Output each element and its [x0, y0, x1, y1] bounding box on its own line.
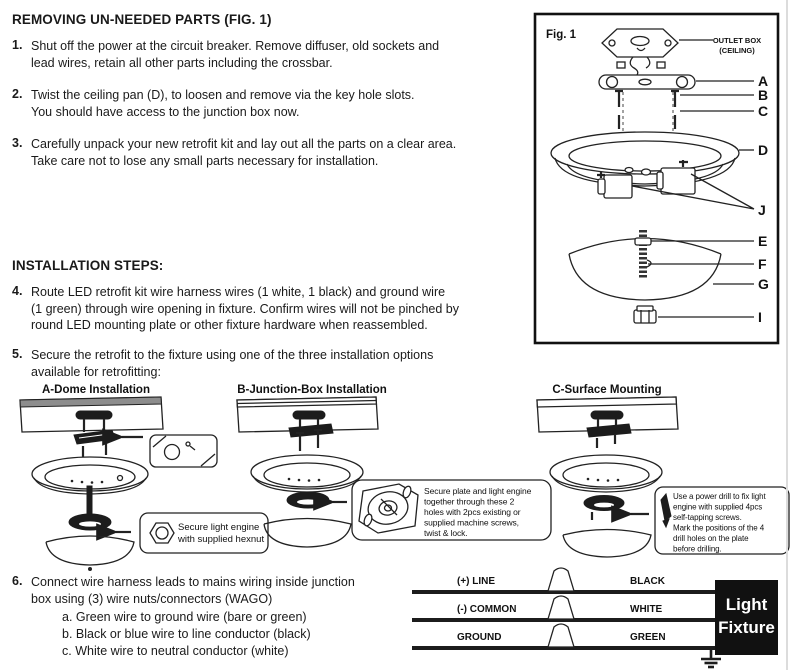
step-number: 6.: [12, 574, 23, 588]
callout-c-line1: Use a power drill to fix light: [673, 492, 766, 501]
step-number: 4.: [12, 284, 23, 298]
page-edge-shadow: [786, 0, 788, 670]
step6-sub-b: b. Black or blue wire to line conductor (black): [62, 627, 311, 641]
fig1-exploded-diagram: [533, 12, 782, 346]
step-text-line: Take care not to lose any small parts necessary for installation.: [31, 153, 379, 168]
wire-nut-icons: [548, 568, 574, 647]
callout-c-line2: engine with supplied 4pcs: [673, 502, 763, 512]
step-text-line: Twist the ceiling pan (D), to loosen and remove via the key hole slots.: [31, 88, 415, 102]
wire-label-common: (-) COMMON: [457, 604, 517, 615]
callout-c-line4: Mark the positions of the 4: [673, 523, 765, 533]
wire-label-white: WHITE: [630, 604, 663, 615]
install-c-title: C-Surface Mounting: [552, 384, 662, 396]
step6-sub-a: a. Green wire to ground wire (bare or green): [62, 610, 307, 624]
part-label-j: J: [758, 202, 766, 218]
callout-b-line1: Secure plate and light engine: [424, 486, 532, 496]
step-text-line: (1 green) through wire opening in fixture. Confirm wires will not be pinched by: [31, 301, 459, 316]
step-text-line: You should have access to the junction box now.: [31, 104, 300, 119]
step-text-line: Carefully unpack your new retrofit kit and lay out all the parts on a clear area.: [31, 137, 457, 151]
part-label-i: I: [758, 309, 762, 325]
outlet-box-label2: (CEILING): [719, 46, 755, 55]
section-title-removing: REMOVING UN-NEEDED PARTS (FIG. 1): [12, 12, 272, 27]
callout-c-line6: before drilling.: [673, 544, 722, 554]
step-text-line: lead wires, retain all other parts including the crossbar.: [31, 55, 333, 70]
part-label-f: F: [758, 256, 767, 272]
install-step-4: [12, 284, 459, 334]
part-label-c: C: [758, 103, 769, 119]
wire-label-black: BLACK: [630, 576, 665, 587]
callout-b-line2: together through these 2: [424, 496, 515, 507]
install-b-callout: [352, 480, 551, 540]
step6-sub-c: c. White wire to neutral conductor (white): [62, 644, 289, 658]
step-number: 5.: [12, 347, 23, 361]
junction-plate-icon: [359, 484, 418, 533]
wire-label-line: (+) LINE: [457, 576, 496, 587]
install-a-callout: [140, 513, 268, 553]
screws-c-drawing: [619, 115, 675, 129]
step-number: 1.: [12, 38, 23, 52]
step-text-line: Connect wire harness leads to mains wiring inside junction: [31, 575, 355, 589]
callout-b-line3: holes with 2pcs existing or: [424, 507, 521, 517]
step-text-line: available for retrofitting:: [31, 364, 161, 379]
ceiling-pan-drawing: [551, 132, 739, 186]
removal-step-3: [12, 136, 456, 169]
callout-c-line3: self-tapping screws.: [673, 513, 742, 522]
screws-b-drawing: [615, 91, 679, 107]
step-number: 3.: [12, 136, 23, 150]
callout-a-line2: with supplied hexnut: [178, 534, 265, 545]
step-text-line: Shut off the power at the circuit breaker. Remove diffuser, old sockets and: [31, 39, 440, 53]
fig1-title: Fig. 1: [546, 29, 577, 41]
callout-a-line1: Secure light engine: [178, 522, 260, 533]
callout-b-line5: twist & lock.: [424, 528, 468, 538]
hexnut-icon: [150, 523, 174, 543]
wire-label-green: GREEN: [630, 632, 666, 643]
part-label-a: A: [758, 73, 769, 89]
removal-step-2: [12, 87, 415, 120]
install-c-callout: [655, 487, 789, 554]
removal-step-1: [12, 38, 439, 71]
step-text-line: Secure the retrofit to the fixture using one of the three installation options: [31, 348, 434, 362]
part-label-e: E: [758, 233, 768, 249]
step-text-line: box using (3) wire nuts/connectors (WAGO): [31, 591, 273, 606]
wire-label-ground: GROUND: [457, 632, 502, 643]
callout-b-line4: supplied machine screws,: [424, 517, 519, 528]
section-title-installation: INSTALLATION STEPS:: [12, 258, 164, 273]
part-label-b: B: [758, 87, 769, 103]
outlet-box-drawing: [602, 29, 678, 77]
outlet-box-label: OUTLET BOX: [712, 36, 762, 45]
part-label-d: D: [758, 142, 769, 158]
install-b-title: B-Junction-Box Installation: [237, 384, 387, 396]
wiring-diagram: [402, 560, 794, 670]
install-step-5: [12, 347, 433, 380]
step-number: 2.: [12, 87, 23, 101]
finial-drawing: [634, 306, 656, 323]
light-fixture-label2: Fixture: [718, 618, 775, 637]
step-text-line: round LED mounting plate or other fixture hardware when reassembled.: [31, 318, 428, 332]
step-text-line: Route LED retrofit kit wire harness wires (1 white, 1 black) and ground wire: [31, 285, 446, 299]
part-label-g: G: [758, 276, 769, 292]
light-fixture-label1: Light: [725, 595, 768, 614]
installation-options-diagrams: [0, 378, 794, 583]
callout-c-line5: drill holes on the plate: [673, 534, 749, 543]
install-a-title: A-Dome Installation: [42, 384, 150, 396]
crossbar-drawing: [599, 75, 695, 89]
